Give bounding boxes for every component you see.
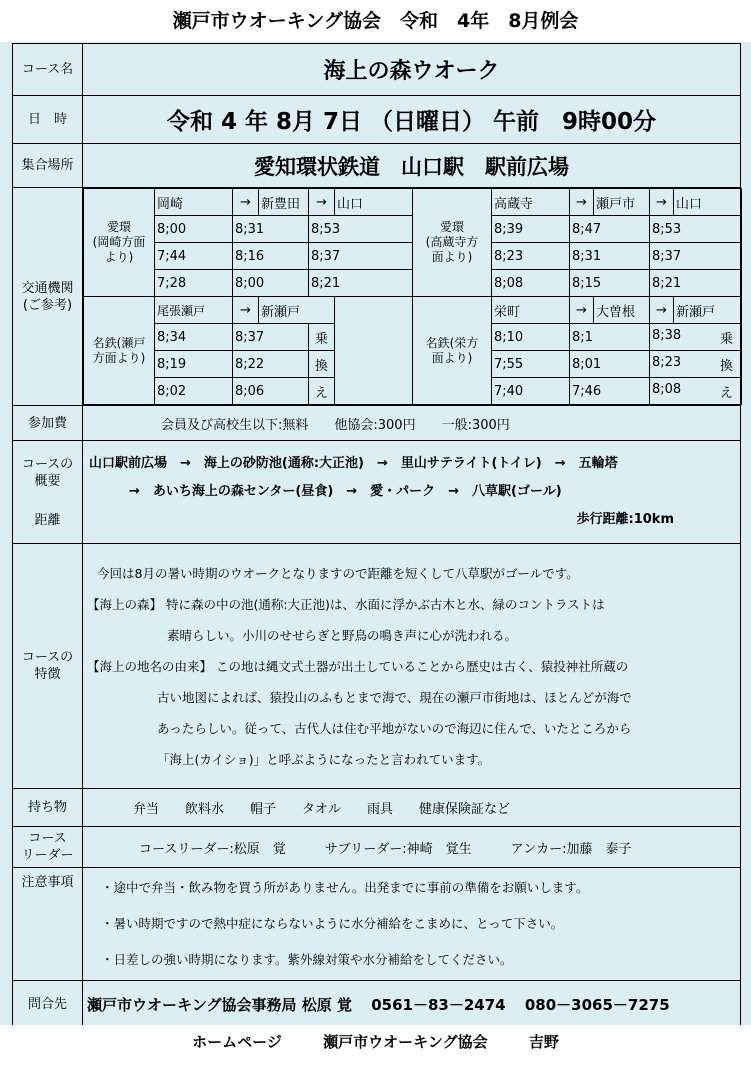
time-cell: 7;55 [492,351,570,378]
notes-list [83,868,741,981]
page-title: 瀬戸市ウオーキング協会 令和 4年 8月例会 [172,10,579,32]
time-cell [650,324,742,351]
course-features [83,544,741,789]
station-kozoji: 高蔵寺 [492,189,570,216]
transfer-note: え [309,378,335,405]
contact-info [83,981,741,1028]
time-cell: 8;37 [650,243,742,270]
station-setoshi: 瀬戸市 [594,189,650,216]
event-datetime: 令和 4 年 8月 7日 （日曜日） 午前 9時00分 [83,96,741,144]
time-cell: 8;00 [155,216,233,243]
transport-timetable [83,188,741,406]
overview-line-2: → あいち海上の森センター(昼食) → 愛・パーク → 八草駅(ゴール) [129,484,562,499]
arrow: → [570,297,594,324]
empty-cell [335,297,413,405]
station-sakaemachi: 栄町 [492,297,570,324]
time-cell: 8;53 [309,216,413,243]
time-cell: 8;22 [233,351,309,378]
station-ozone: 大曽根 [594,297,650,324]
feature-intro: 今回は8月の暑い時期のウオークとなりますので距離を短くして八草駅がゴールです。 [97,565,579,581]
time-cell: 8;08 [492,270,570,297]
feature-forest-cont: 素晴らしい。小川のせせらぎと野鳥の鳴き声に心が洗われる。 [167,627,518,643]
time-cell: 8;31 [570,243,650,270]
arrow: → [570,189,594,216]
label-overview [13,441,83,544]
time-cell: 8;23 [492,243,570,270]
event-info-table [12,43,741,1028]
time-cell: 8;01 [570,351,650,378]
course-leaders: コースリーダー:松原 覚 サブリーダー:神崎 覚生 アンカー:加藤 泰子 [83,827,741,868]
time-cell [650,378,742,405]
time-cell [650,351,742,378]
course-name: 海上の森ウオーク [83,44,741,96]
transfer-note: 換 [309,351,335,378]
time-cell: 8;31 [233,216,309,243]
overview-line-1: 山口駅前広場 → 海上の砂防池(通称:大正池) → 里山サテライト(トイレ) → 五輪塔 [89,456,618,471]
transfer-note: 乗 [309,324,335,351]
feature-origin: 【海上の地名の由来】 この地は縄文式土器が出土していることから歴史は古く、猿投神社所蔵の [87,658,629,674]
arrow: → [650,297,674,324]
walking-distance: 歩行距離:10km [576,512,674,527]
time-cell: 8;1 [570,324,650,351]
timetable-grid [83,188,742,405]
station-yamaguchi: 山口 [674,189,742,216]
label-course-name: コース名 [13,44,83,96]
station-shinseto: 新瀬戸 [674,297,742,324]
label-distance: 距離 [34,512,61,528]
time-cell: 8;06 [233,378,309,405]
station-okazaki: 岡崎 [155,189,233,216]
time-cell: 8;37 [309,243,413,270]
meeting-place: 愛知環状鉄道 山口駅 駅前広場 [83,144,741,188]
label-fee: 参加費 [13,406,83,441]
contact-phone-2: 080－3065－7275 [524,995,670,1014]
contact-phone-1: 0561－83－2474 [371,995,506,1014]
label-features: コースの 特徴 [13,544,83,789]
route-label-meitetsu-sakae: 名鉄(栄方 面より) [413,297,492,405]
footer-name: 吉野 [528,1033,559,1051]
label-notes: 注意事項 [13,868,83,981]
course-overview [83,441,741,544]
contact-office: 瀬戸市ウオーキング協会事務局 松原 覚 [87,995,352,1014]
feature-forest: 【海上の森】 特に森の中の池(通称:大正池)は、水面に浮かぶ古木と水、緑のコントラストは [87,596,605,612]
arrow: → [233,189,259,216]
transfer-note: え [719,385,733,401]
participation-fee: 会員及び高校生以下:無料 他協会:300円 一般:300円 [83,406,741,441]
time-cell: 8;53 [650,216,742,243]
label-overview-text: コースの 概要 [21,456,74,489]
time-cell: 8;21 [309,270,413,297]
page-footer [0,1025,751,1065]
note-item: ・暑い時期ですので熱中症にならないように水分補給をこまめに、とって下さい。 [101,916,564,931]
label-belongings: 持ち物 [13,789,83,827]
feature-origin-cont-1: 古い地図によれば、猿投山のふもとまで海で、現在の瀬戸市街地は、ほとんどが海で [157,689,632,705]
arrow: → [650,189,674,216]
time-cell: 7;44 [155,243,233,270]
label-transport: 交通機関 (ご参考) [13,188,83,406]
time-value: 8;23 [652,354,682,370]
label-leader: コース リーダー [13,827,83,868]
time-cell: 8;47 [570,216,650,243]
time-value: 8;38 [652,327,682,343]
time-cell: 8;21 [650,270,742,297]
station-owariseto: 尾張瀬戸 [155,297,233,324]
station-shinseto: 新瀬戸 [259,297,335,324]
note-item: ・途中で弁当・飲み物を買う所がありません。出発までに事前の準備をお願いします。 [101,880,589,895]
feature-origin-cont-2: あったらしい。従って、古代人は住む平地がないので海辺に住んで、いたところから [157,720,632,736]
time-cell: 8;15 [570,270,650,297]
time-cell: 7;28 [155,270,233,297]
time-cell: 8;39 [492,216,570,243]
page-header [0,0,751,42]
time-cell: 7;40 [492,378,570,405]
label-meeting-place: 集合場所 [13,144,83,188]
station-yamaguchi: 山口 [335,189,413,216]
footer-org: 瀬戸市ウオーキング協会 [323,1033,488,1051]
footer-homepage: ホームページ [192,1033,282,1051]
arrow: → [309,189,335,216]
route-label-meitetsu-seto: 名鉄(瀬戸 方面より) [84,297,155,405]
belongings: 弁当 飲料水 帽子 タオル 雨具 健康保険証など [83,789,741,827]
label-datetime: 日 時 [13,96,83,144]
time-cell: 8;37 [233,324,309,351]
label-contact: 問合先 [13,981,83,1028]
arrow: → [233,297,259,324]
time-cell: 8;10 [492,324,570,351]
time-value: 8;08 [652,381,682,397]
station-shintoyota: 新豊田 [259,189,309,216]
time-cell: 8;34 [155,324,233,351]
time-cell: 8;00 [233,270,309,297]
time-cell: 8;16 [233,243,309,270]
route-label-aikan-okazaki: 愛環 (岡崎方面 より) [84,189,155,297]
route-label-aikan-kozoji: 愛環 (高蔵寺方 面より) [413,189,492,297]
transfer-note: 換 [719,358,733,374]
feature-origin-cont-3: 「海上(カイショ)」と呼ぶようになったと言われています。 [157,751,491,767]
time-cell: 8;02 [155,378,233,405]
transfer-note: 乗 [719,331,733,347]
time-cell: 7;46 [570,378,650,405]
time-cell: 8;19 [155,351,233,378]
note-item: ・日差しの強い時期になります。紫外線対策や水分補給をしてください。 [101,952,513,967]
